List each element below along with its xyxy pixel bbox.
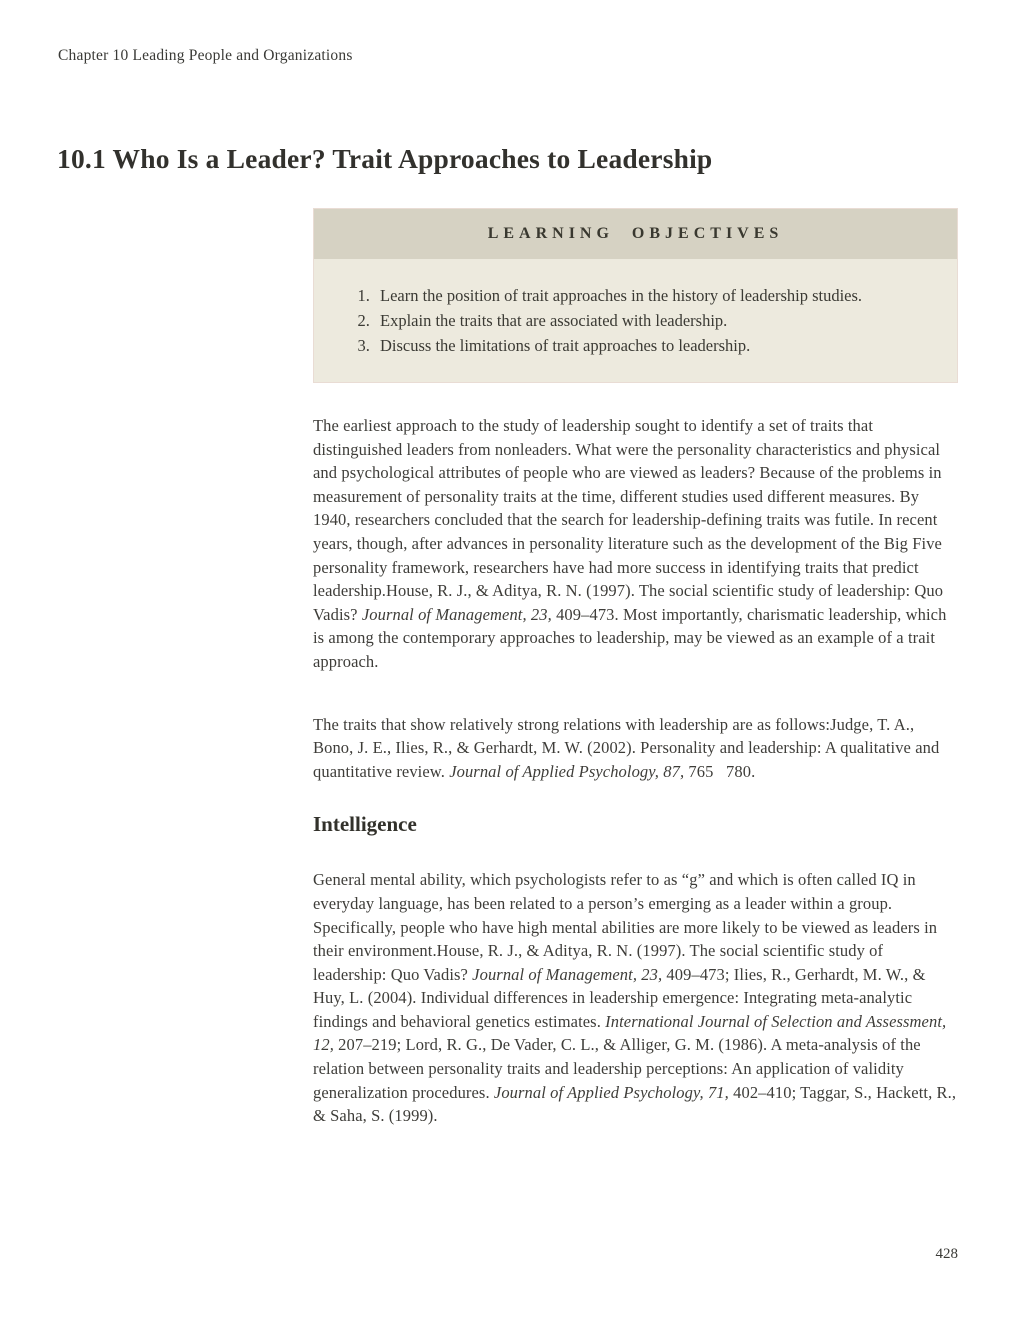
text-run: 409–473. Most importantly, charismatic leadership, which is among the contemporary approaches to leadership, may be viewed as an example of a trait approach. (313, 604, 947, 671)
page-title: 10.1 Who Is a Leader? Trait Approaches to Leadership (57, 143, 713, 174)
citation-journal-italic: Journal of Applied Psychology, 71, (493, 1082, 729, 1102)
text-run: 765 780. (684, 761, 756, 781)
citation-journal-italic: Journal of Management, 23, (472, 964, 663, 984)
content-column (313, 208, 958, 1128)
learning-objectives-box (313, 208, 958, 383)
text-run: The traits that show relatively strong relations with leadership are as follows:Judge, T. A., Bono, J. E., Ilies, R., & Gerhardt, M. W. (2002). Personality and leadership: A qualitative and quantitative review. (313, 714, 940, 781)
learning-objectives-list (314, 259, 957, 382)
text-run: The earliest approach to the study of leadership sought to identify a set of traits that distinguished leaders from nonleaders. What were the personality characteristics and physical and psychological attributes of people who are viewed as leaders? Because of the problems in measurement of personality traits at the time, different studies used different measures. By 1940, researchers concluded that the search for leadership-defining traits was futile. In recent years, though, after advances in personality literature such as the development of the Big Five personality framework, researchers have had more success in identifying traits that predict leadership.House, R. J., & Aditya, R. N. (1997). The social scientific study of leadership: Quo Vadis? (313, 416, 944, 624)
paragraph-intelligence-1 (313, 868, 958, 1128)
citation-journal-italic: Journal of Applied Psychology, 87, (449, 761, 685, 781)
section-heading-intelligence: Intelligence (313, 812, 417, 837)
text-run: 207–219; Lord, R. G., De Vader, C. L., & Alliger, G. M. (1986). A meta-analysis of the relation between personality traits and leadership perceptions: An application of validity generalization procedures. (313, 1035, 921, 1102)
text-run: General mental ability, which psychologists refer to as “g” and which is often called IQ in everyday language, has been related to a person’s emerging as a leader within a group. Specifically, people who have high mental abilities are more likely to be viewed as leaders in their environment.House, R. J., & Aditya, R. N. (1997). The social scientific study of leadership: Quo Vadis? (313, 870, 938, 984)
page-number: 428 (935, 1246, 958, 1262)
citation-journal-italic: Journal of Management, 23, (361, 604, 552, 624)
objective-item: 3. Discuss the limitations of trait approaches to leadership. (374, 333, 929, 358)
objective-item: 2. Explain the traits that are associated with leadership. (374, 308, 929, 333)
paragraph-intro-1 (313, 414, 958, 674)
learning-objectives-heading: LEARNING OBJECTIVES (314, 209, 957, 259)
text-run: 409–473; Ilies, R., Gerhardt, M. W., & Huy, L. (2004). Individual differences in leadership emergence: Integrating meta-analytic findings and behavioral genetics estimates. (313, 964, 926, 1031)
citation-journal-italic: International Journal of Selection and Assessment, 12, (313, 1011, 947, 1055)
objective-item: 1. Learn the position of trait approaches in the history of leadership studies. (374, 283, 929, 308)
paragraph-intro-2 (313, 713, 958, 784)
running-header-chapter: Chapter 10 Leading People and Organizations (58, 47, 353, 64)
text-run: 402–410; Taggar, S., Hackett, R., & Saha, S. (1999). (313, 1082, 957, 1126)
